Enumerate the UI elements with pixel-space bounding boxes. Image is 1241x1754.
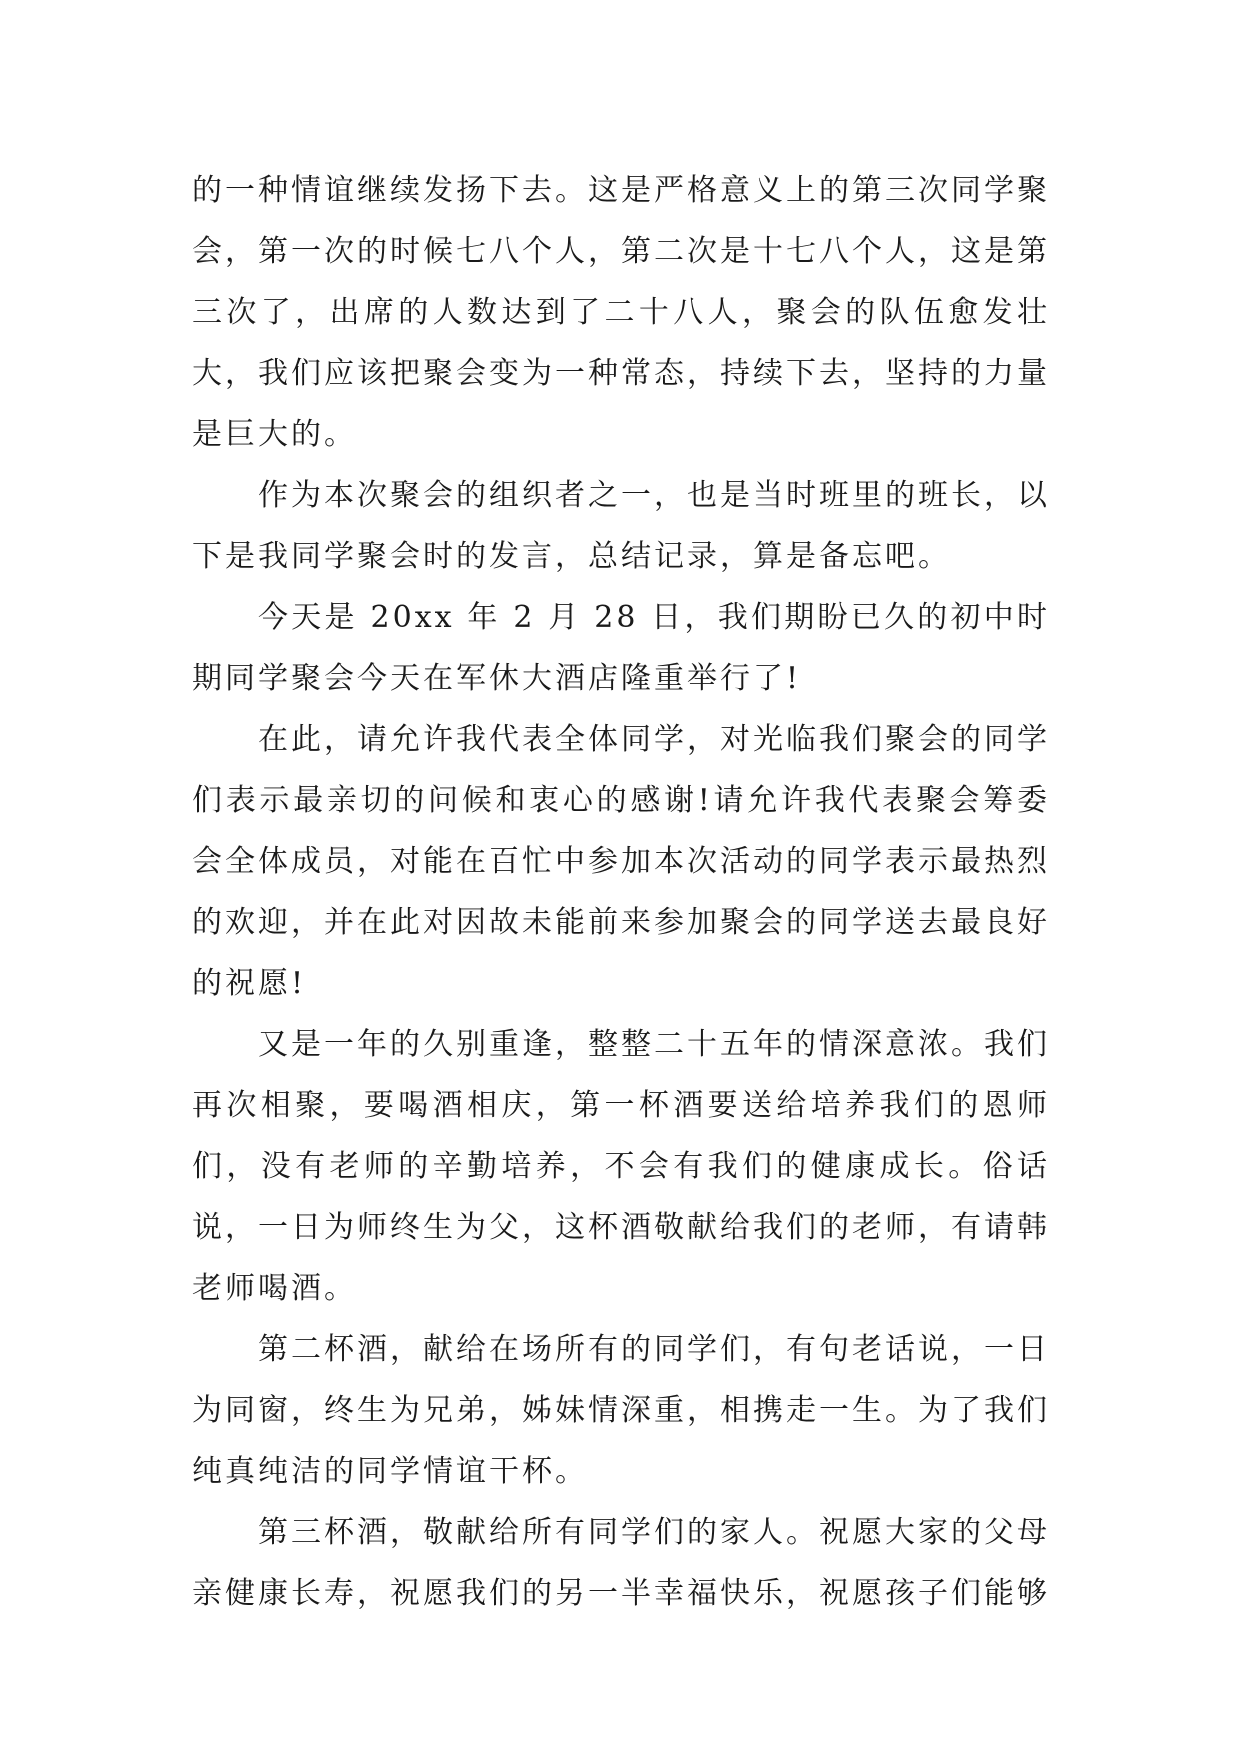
paragraph-welcome: 在此，请允许我代表全体同学，对光临我们聚会的同学们表示最亲切的问候和衷心的感谢!请允许我代表聚会筹委会全体成员，对能在百忙中参加本次活动的同学表示最热烈的欢迎，并在此对因故未能前来参加聚会的同学送去最良好的祝愿! <box>192 722 1050 1001</box>
paragraph-second-toast: 第二杯酒，献给在场所有的同学们，有句老话说，一日为同窗，终生为兄弟，姊妹情深重，相携走一生。为了我们纯真纯洁的同学情谊干杯。 <box>192 1332 1050 1489</box>
paragraph-continuation: 的一种情谊继续发扬下去。这是严格意义上的第三次同学聚会，第一次的时候七八个人，第二次是十七八个人，这是第三次了，出席的人数达到了二十八人，聚会的队伍愈发壮大，我们应该把聚会变为一种常态，持续下去，坚持的力量是巨大的。 <box>192 173 1050 452</box>
paragraph-organizer-intro: 作为本次聚会的组织者之一，也是当时班里的班长，以下是我同学聚会时的发言，总结记录，算是备忘吧。 <box>192 478 1050 574</box>
paragraph-first-toast: 又是一年的久别重逢，整整二十五年的情深意浓。我们再次相聚，要喝酒相庆，第一杯酒要送给培养我们的恩师们，没有老师的辛勤培养，不会有我们的健康成长。俗话说，一日为师终生为父，这杯酒敬献给我们的老师，有请韩老师喝酒。 <box>192 1027 1050 1306</box>
paragraph-third-toast: 第三杯酒，敬献给所有同学们的家人。祝愿大家的父母亲健康长寿，祝愿我们的另一半幸福快乐，祝愿孩子们能够 <box>192 1515 1050 1611</box>
paragraph-date: 今天是 20xx 年 2 月 28 日，我们期盼已久的初中时期同学聚会今天在军休大酒店隆重举行了! <box>192 600 1050 696</box>
document-page <box>192 160 1050 1624</box>
